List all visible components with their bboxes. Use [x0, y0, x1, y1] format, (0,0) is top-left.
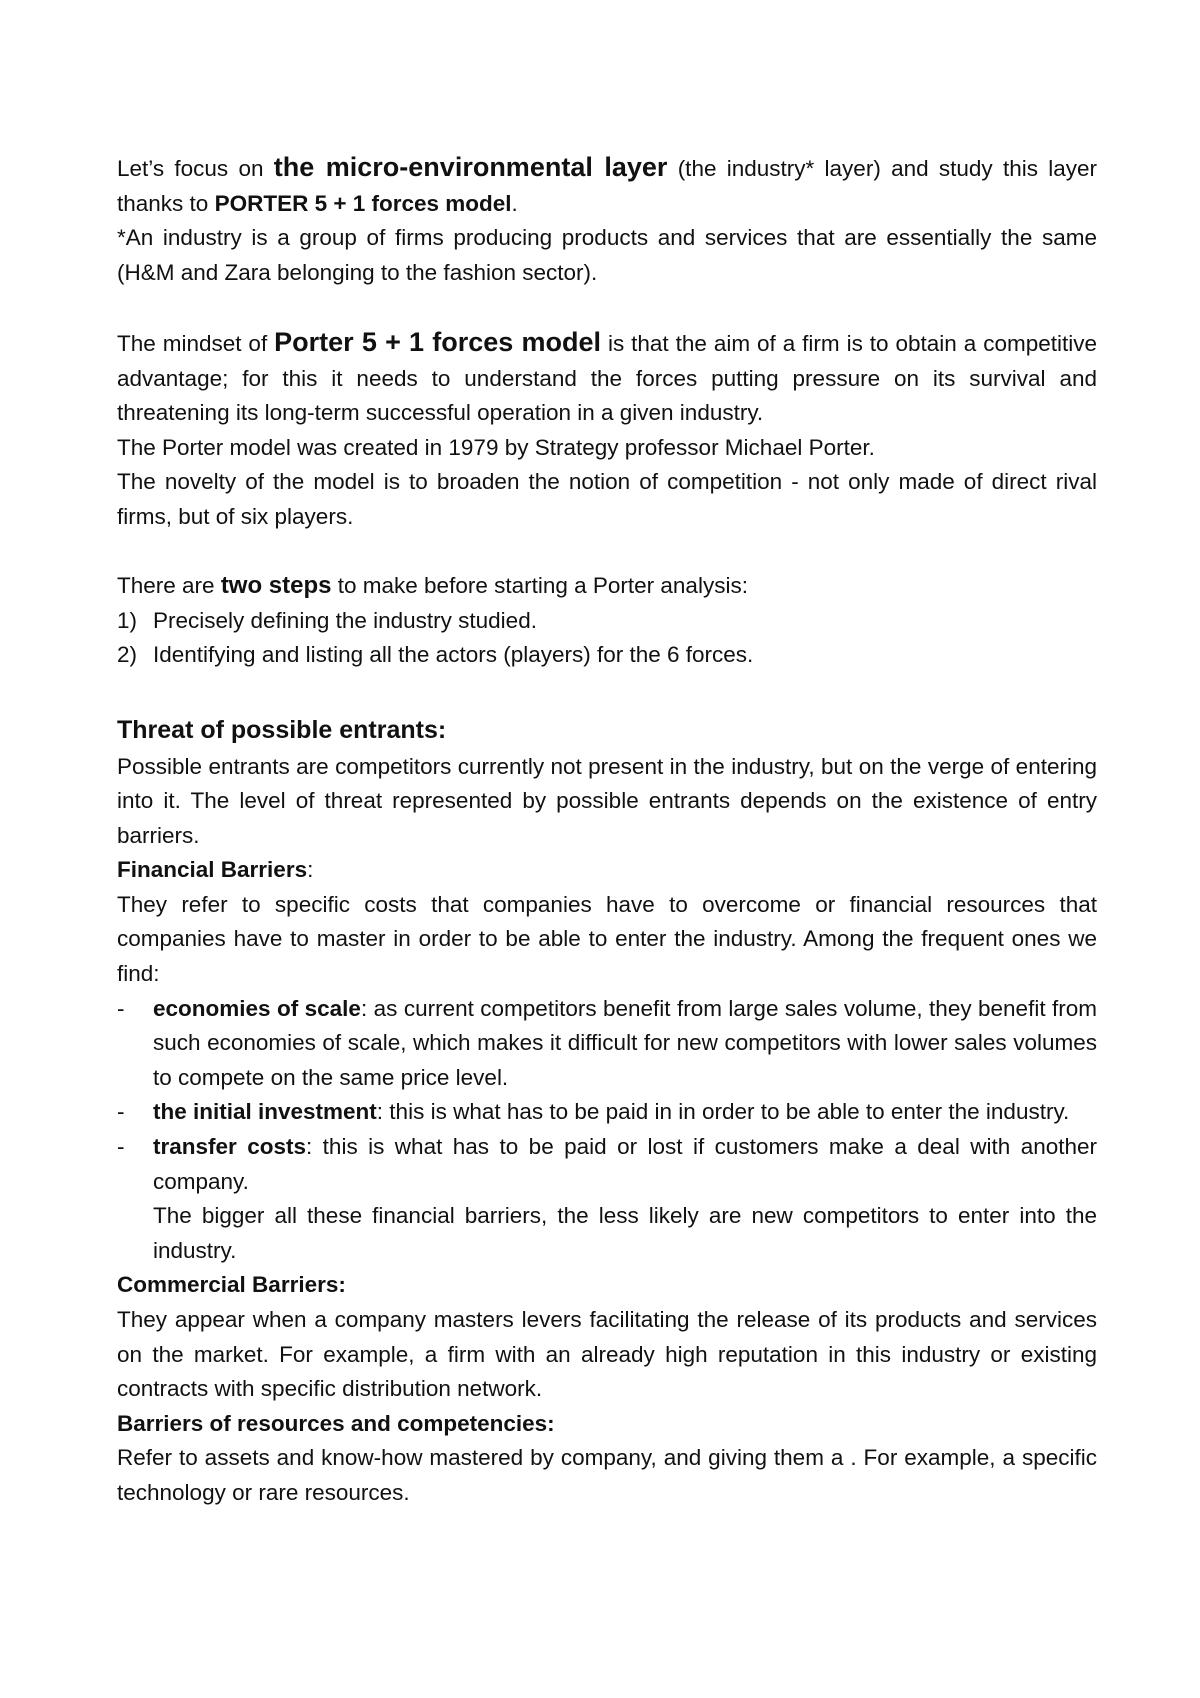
- list-dash: -: [117, 1134, 125, 1160]
- financial-heading: [117, 853, 1097, 888]
- list-number: 1): [117, 607, 138, 633]
- steps-text-c: to make before starting a Porter analysis:: [331, 573, 748, 599]
- intro-paragraph: [117, 150, 1097, 221]
- list-description: : as current competitors benefit from large sales volume, they benefit from such economies of scale, which makes it difficult for new competitors with lower sales volumes to compete on the same price level.: [153, 995, 1097, 1090]
- list-term: the initial investment: [153, 1099, 377, 1125]
- list-number: 2): [117, 642, 138, 668]
- financial-barriers-list: [117, 992, 1097, 1200]
- list-item: [117, 1095, 1097, 1130]
- list-item-text: [153, 1130, 1097, 1199]
- subsection-heading-financial: Financial Barriers: [117, 857, 308, 883]
- commercial-paragraph: They appear when a company masters levers facilitating the release of its products and services on the market. For example, a firm with an already high reputation in this industry or existing contracts with specific distribution network.: [117, 1307, 1097, 1402]
- subsection-heading-resources: Barriers of resources and competencies:: [117, 1410, 555, 1436]
- intro-text-e: .: [511, 190, 518, 216]
- steps-list: [117, 604, 1097, 673]
- list-description: : this is what has to be paid or lost if customers make a deal with another company.: [153, 1134, 1098, 1194]
- steps-text-a: There are: [117, 573, 221, 599]
- list-description: : this is what has to be paid in in order to be able to enter the industry.: [376, 1099, 1070, 1125]
- spacer: [117, 535, 1097, 570]
- steps-intro: [117, 569, 1097, 604]
- list-item: [117, 1130, 1097, 1199]
- financial-conclusion: The bigger all these financial barriers, the less likely are new competitors to enter into the industry.: [153, 1203, 1097, 1263]
- steps-emphasis: two steps: [220, 572, 332, 600]
- financial-heading-colon: :: [307, 857, 314, 883]
- list-item: [117, 604, 1097, 639]
- industry-definition: *An industry is a group of firms producing products and services that are essentially the same (H&M and Zara belonging to the fashion sector).: [117, 225, 1097, 285]
- model-creation-sentence: The Porter model was created in 1979 by Strategy professor Michael Porter.: [117, 434, 875, 460]
- intro-text-c: (the industry* layer) and study this layer thanks to: [117, 156, 1097, 216]
- intro-text-a: Let’s focus on: [117, 156, 274, 181]
- threat-paragraph: Possible entrants are competitors currently not present in the industry, but on the verge of entering into it. The level of threat represented by possible entrants depends on the existence of entry barriers.: [117, 753, 1097, 848]
- list-term: transfer costs: [153, 1134, 306, 1160]
- list-item-text: Precisely defining the industry studied.: [153, 607, 537, 633]
- list-item-text: [153, 1095, 1097, 1130]
- spacer: [117, 673, 1097, 708]
- mindset-emphasis-model: Porter 5 + 1 forces model: [274, 326, 601, 357]
- mindset-text-c: is that the aim of a firm is to obtain a competitive advantage; for this it needs to understand the forces putting pressure on its survival and threatening its long-term successful operation in a given industry.: [117, 330, 1098, 426]
- list-term: economies of scale: [153, 995, 361, 1021]
- mindset-text-a: The mindset of: [117, 330, 275, 356]
- resources-paragraph: Refer to assets and know-how mastered by company, and giving them a . For example, a specific technology or rare resources.: [117, 1445, 1097, 1505]
- list-dash: -: [117, 995, 125, 1021]
- model-novelty-sentence: The novelty of the model is to broaden the notion of competition - not only made of direct rival firms, but of six players.: [117, 469, 1097, 529]
- list-dash: -: [117, 1099, 125, 1125]
- mindset-paragraph: [117, 325, 1097, 431]
- section-heading-threat: Threat of possible entrants:: [117, 715, 447, 744]
- document-page: [117, 150, 1097, 1511]
- list-item-text: Identifying and listing all the actors (players) for the 6 forces.: [153, 642, 754, 668]
- subsection-heading-commercial: Commercial Barriers:: [117, 1272, 346, 1298]
- intro-emphasis-layer: the micro-environmental layer: [273, 152, 668, 182]
- spacer: [117, 290, 1097, 325]
- financial-paragraph: They refer to specific costs that companies have to overcome or financial resources that companies have to master in order to be able to enter the industry. Among the frequent ones we find:: [117, 891, 1097, 987]
- list-item: [117, 638, 1097, 673]
- list-item: [117, 992, 1097, 1096]
- list-item-text: [153, 992, 1097, 1096]
- intro-emphasis-model: PORTER 5 + 1 forces model: [214, 190, 512, 216]
